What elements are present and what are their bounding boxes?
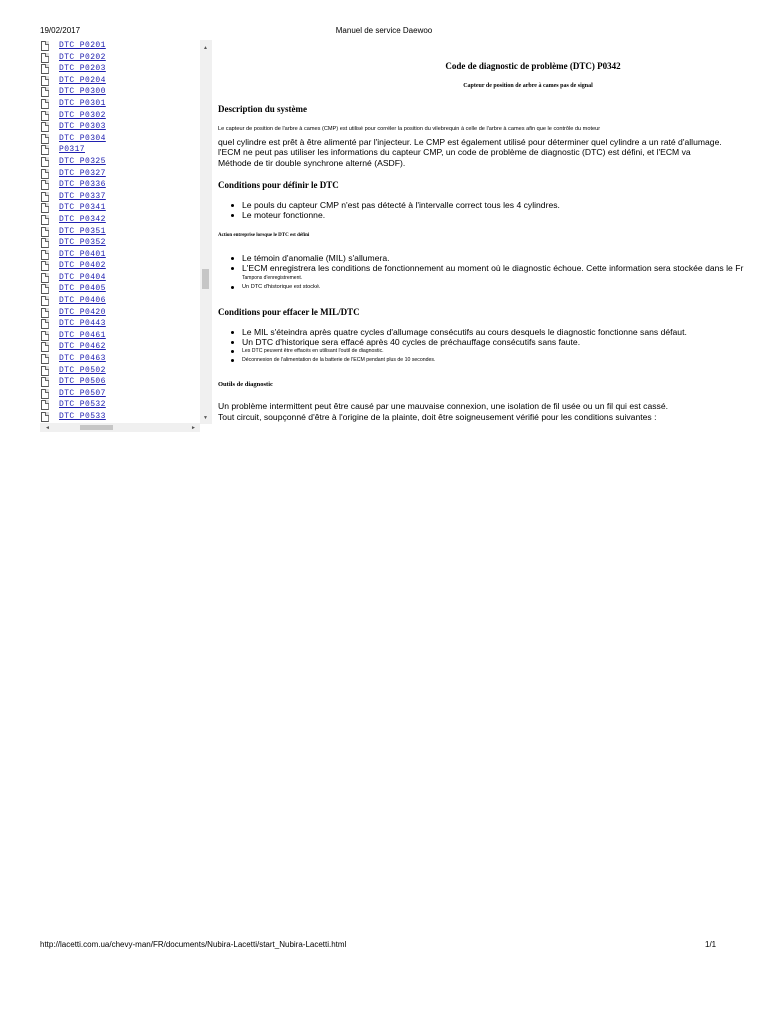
document-subtitle: Capteur de position de arbre à cames pas de signal (463, 83, 593, 89)
dtc-link[interactable]: DTC P0402 (59, 261, 106, 271)
document-icon (41, 238, 49, 248)
scroll-right-arrow-icon[interactable]: ► (191, 425, 196, 431)
list-item[interactable] (40, 237, 200, 249)
dtc-link[interactable]: DTC P0303 (59, 122, 106, 132)
dtc-link[interactable]: DTC P0461 (59, 330, 106, 340)
document-icon (41, 87, 49, 97)
dtc-link[interactable]: DTC P0351 (59, 226, 106, 236)
document-icon (41, 227, 49, 237)
dtc-link[interactable]: DTC P0325 (59, 156, 106, 166)
list-item: Le témoin d'anomalie (MIL) s'allumera. (228, 253, 768, 263)
list-item[interactable] (40, 144, 200, 156)
list-item[interactable] (40, 202, 200, 214)
dtc-link[interactable]: DTC P0533 (59, 412, 106, 421)
list-item[interactable] (40, 214, 200, 226)
dtc-link[interactable]: P0317 (59, 145, 86, 155)
scroll-up-arrow-icon[interactable]: ▲ (203, 45, 208, 51)
document-icon (41, 389, 49, 399)
document-icon (41, 412, 49, 422)
list-item[interactable] (40, 86, 200, 98)
list-item[interactable] (40, 156, 200, 168)
dtc-link[interactable]: DTC P0463 (59, 354, 106, 364)
list-item[interactable] (40, 283, 200, 295)
conditions-set-list (228, 200, 768, 220)
dtc-link[interactable]: DTC P0203 (59, 64, 106, 74)
dtc-link[interactable]: DTC P0201 (59, 41, 106, 50)
document-icon (41, 122, 49, 132)
document-icon (41, 366, 49, 376)
dtc-navigation-frame (40, 40, 212, 432)
document-icon (41, 64, 49, 74)
list-item[interactable] (40, 260, 200, 272)
vertical-scrollbar[interactable] (200, 40, 212, 424)
list-item[interactable] (40, 168, 200, 180)
document-icon (41, 319, 49, 329)
list-item[interactable] (40, 307, 200, 319)
list-item[interactable] (40, 376, 200, 388)
description-heading: Description du système (218, 104, 307, 114)
dtc-link[interactable]: DTC P0443 (59, 319, 106, 329)
clear-heading: Conditions pour effacer le MIL/DTC (218, 307, 360, 317)
document-icon (41, 284, 49, 294)
list-item[interactable] (40, 295, 200, 307)
dtc-link[interactable]: DTC P0204 (59, 75, 106, 85)
print-date: 19/02/2017 (40, 26, 81, 35)
document-icon (41, 215, 49, 225)
list-item[interactable] (40, 63, 200, 75)
document-content (218, 40, 768, 432)
list-item[interactable] (40, 40, 200, 52)
list-item: Déconnexion de l'alimentation de la batterie de l'ECM pendant plus de 10 secondes. (228, 356, 768, 365)
document-icon (41, 99, 49, 109)
dtc-link[interactable]: DTC P0462 (59, 342, 106, 352)
page-number: 1/1 (705, 940, 717, 949)
list-item[interactable] (40, 318, 200, 330)
dtc-link[interactable]: DTC P0352 (59, 238, 106, 248)
list-item[interactable] (40, 133, 200, 145)
list-item: Le moteur fonctionne. (228, 210, 768, 220)
dtc-link[interactable]: DTC P0341 (59, 203, 106, 213)
dtc-link[interactable]: DTC P0401 (59, 249, 106, 259)
list-item[interactable] (40, 272, 200, 284)
document-icon (41, 134, 49, 144)
dtc-link[interactable]: DTC P0336 (59, 180, 106, 190)
document-icon (41, 41, 49, 51)
document-icon (41, 157, 49, 167)
dtc-link[interactable]: DTC P0304 (59, 133, 106, 143)
list-item: L'ECM enregistrera les conditions de fonctionnement au moment où le diagnostic échoue. Cette information sera stockée dans le Fr (228, 263, 768, 273)
list-item: Le MIL s'éteindra après quatre cycles d'allumage consécutifs au cours desquels le diagnostic fonctionne sans défaut. (228, 327, 768, 337)
dtc-link[interactable]: DTC P0507 (59, 388, 106, 398)
list-item: Les DTC peuvent être effacés en utilisant l'outil de diagnostic. (228, 347, 768, 356)
dtc-link[interactable]: DTC P0506 (59, 377, 106, 387)
document-icon (41, 296, 49, 306)
dtc-link[interactable]: DTC P0405 (59, 284, 106, 294)
dtc-link[interactable]: DTC P0502 (59, 365, 106, 375)
scroll-down-arrow-icon[interactable]: ▼ (203, 415, 208, 421)
list-item[interactable] (40, 341, 200, 353)
document-icon (41, 53, 49, 63)
dtc-link[interactable]: DTC P0202 (59, 52, 106, 62)
document-icon (41, 273, 49, 283)
document-icon (41, 308, 49, 318)
document-icon (41, 203, 49, 213)
document-icon (41, 342, 49, 352)
document-icon (41, 261, 49, 271)
dtc-link[interactable]: DTC P0404 (59, 272, 106, 282)
list-item[interactable] (40, 249, 200, 261)
dtc-link[interactable]: DTC P0301 (59, 98, 106, 108)
dtc-link[interactable]: DTC P0406 (59, 296, 106, 306)
tools-line-2: Tout circuit, soupçonné d'être à l'origine de la plainte, doit être soigneusement vérifié pour les conditions suivantes : (218, 412, 657, 422)
list-item: Le pouls du capteur CMP n'est pas détecté à l'intervalle correct tous les 4 cylindres. (228, 200, 768, 210)
action-item-continuation: Tampons d'enregistrement. (242, 275, 303, 281)
list-item[interactable] (40, 110, 200, 122)
document-icon (41, 331, 49, 341)
list-item: Un DTC d'historique est stocké. (228, 283, 768, 292)
list-item[interactable] (40, 52, 200, 64)
description-line-1: Le capteur de position de l'arbre à cames (CMP) est utilisé pour corréler la position du vilebrequin à celle de l'arbre à cames afin que le contrôle du moteur (218, 126, 601, 132)
document-icon (41, 400, 49, 410)
document-icon (41, 111, 49, 121)
description-line-2: quel cylindre est prêt à être alimenté par l'injecteur. Le CMP est également utilisé pour déterminer quel cylindre a un raté d'allumage. (218, 137, 722, 147)
horizontal-scroll-thumb[interactable] (80, 425, 113, 430)
scroll-left-arrow-icon[interactable]: ◄ (45, 425, 50, 431)
list-item[interactable] (40, 411, 200, 423)
horizontal-scrollbar[interactable] (40, 423, 200, 432)
list-item[interactable] (40, 75, 200, 87)
action-list-continued (228, 283, 768, 292)
dtc-link[interactable]: DTC P0420 (59, 307, 106, 317)
tools-heading: Outils de diagnostic (218, 381, 273, 388)
dtc-list (40, 40, 200, 423)
vertical-scroll-thumb[interactable] (202, 269, 209, 289)
list-item[interactable] (40, 98, 200, 110)
list-item[interactable] (40, 191, 200, 203)
clear-list (228, 327, 768, 364)
list-item[interactable] (40, 388, 200, 400)
document-icon (41, 145, 49, 155)
dtc-link[interactable]: DTC P0532 (59, 400, 106, 410)
dtc-link[interactable]: DTC P0327 (59, 168, 106, 178)
list-item[interactable] (40, 330, 200, 342)
dtc-link[interactable]: DTC P0300 (59, 87, 106, 97)
document-icon (41, 180, 49, 190)
list-item[interactable] (40, 399, 200, 411)
document-title: Code de diagnostic de problème (DTC) P0342 (445, 61, 621, 71)
list-item[interactable] (40, 179, 200, 191)
print-header-title: Manuel de service Daewoo (335, 26, 433, 35)
dtc-link[interactable]: DTC P0337 (59, 191, 106, 201)
list-item[interactable] (40, 121, 200, 133)
list-item[interactable] (40, 365, 200, 377)
dtc-link[interactable]: DTC P0302 (59, 110, 106, 120)
document-icon (41, 250, 49, 260)
document-icon (41, 192, 49, 202)
tools-line-1: Un problème intermittent peut être causé par une mauvaise connexion, une isolation de fil usée ou un fil qui est cassé. (218, 401, 669, 411)
dtc-link[interactable]: DTC P0342 (59, 214, 106, 224)
document-icon (41, 354, 49, 364)
list-item[interactable] (40, 226, 200, 238)
document-icon (41, 377, 49, 387)
description-line-3: l'ECM ne peut pas utiliser les informations du capteur CMP, un code de problème de diagnostic (DTC) est défini, et l'ECM va (218, 147, 691, 157)
conditions-set-heading: Conditions pour définir le DTC (218, 180, 339, 190)
document-icon (41, 76, 49, 86)
document-icon (41, 169, 49, 179)
list-item[interactable] (40, 353, 200, 365)
list-item: Un DTC d'historique sera effacé après 40 cycles de préchauffage consécutifs sans faute. (228, 337, 768, 347)
source-url: http://lacetti.com.ua/chevy-man/FR/documents/Nubira-Lacetti/start_Nubira-Lacetti.html (40, 940, 347, 949)
action-list (228, 253, 768, 273)
action-heading: Action entreprise lorsque le DTC est défini (218, 233, 310, 238)
description-line-4: Méthode de tir double synchrone alterné (ASDF). (218, 158, 406, 168)
